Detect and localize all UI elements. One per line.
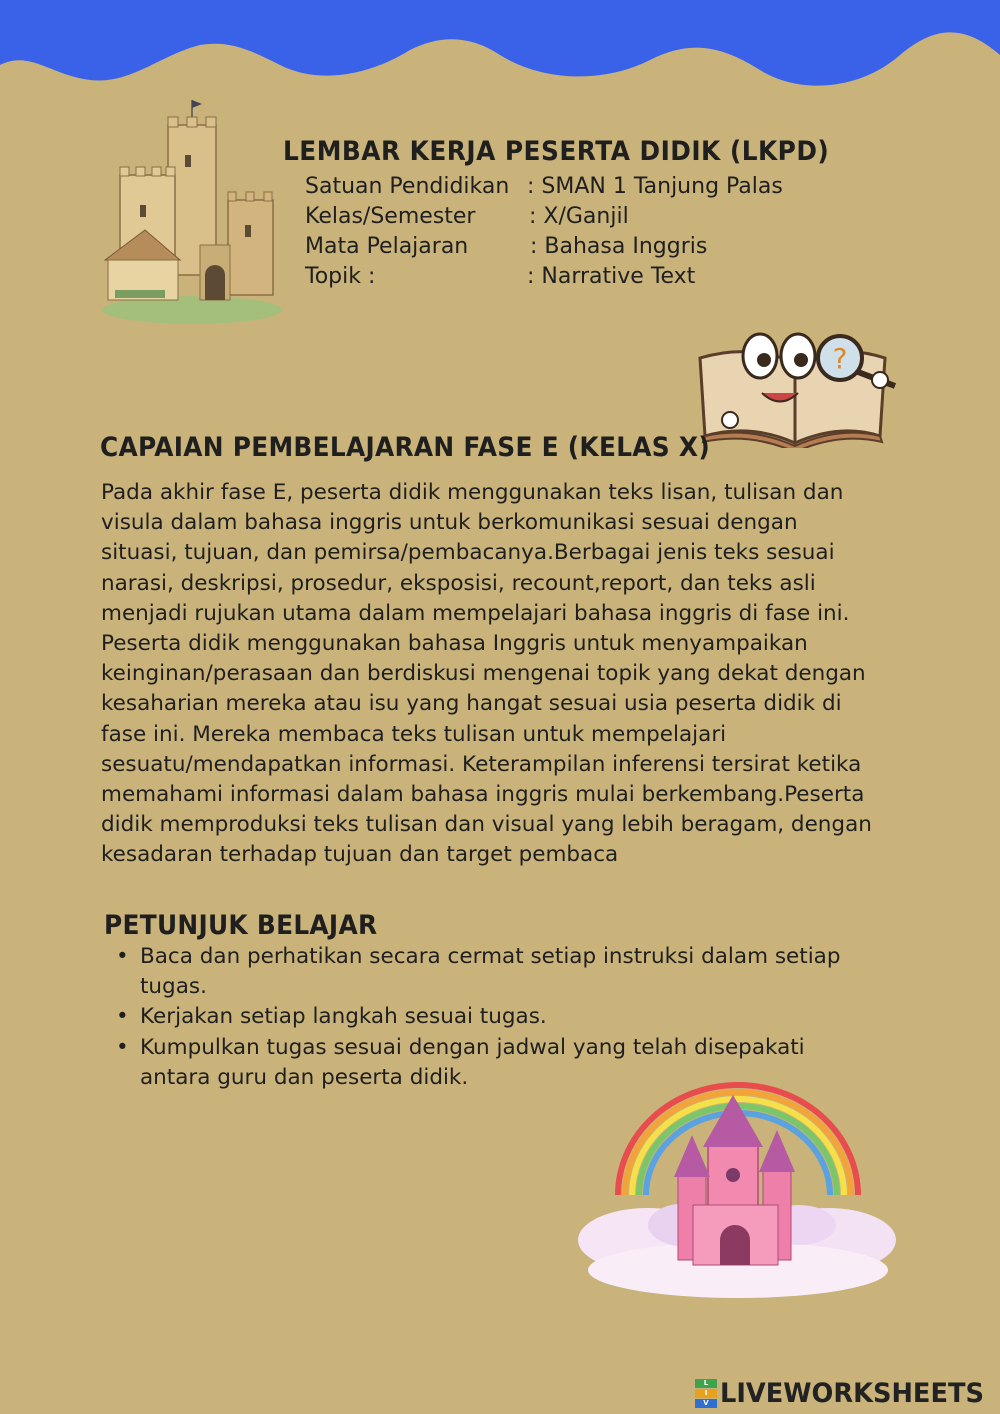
identity-label: Kelas/Semester [305,204,476,229]
identity-value: : X/Ganjil [529,204,629,229]
paragraph-line: sesuatu/mendapatkan informasi. Keterampilan inferensi tersirat ketika [101,751,862,777]
identity-label: Mata Pelajaran [305,234,469,259]
paragraph-line: visula dalam bahasa inggris untuk berkomunikasi sesuai dengan [101,510,798,536]
paragraph-line: situasi, tujuan, dan pemirsa/pembacanya.Berbagai jenis teks sesuai [101,540,835,566]
list-item-line: tugas. [140,974,207,1000]
svg-text:?: ? [832,342,848,375]
paragraph-line: memahami informasi dalam bahasa inggris mulai berkembang.Peserta [101,781,865,807]
list-item-line: antara guru dan peserta didik. [140,1064,469,1090]
list-item [112,942,902,1002]
paragraph-line: didik memproduksi teks tulisan dan visual yang lebih beragam, dengan [101,812,872,838]
paragraph-line: fase ini. Mereka membaca teks tulisan untuk mempelajari [101,721,727,747]
paragraph-line: Peserta didik menggunakan bahasa Inggris untuk menyampaikan [101,630,808,656]
brand-name: LIVEWORKSHEETS [720,1378,984,1409]
liveworksheets-brand[interactable] [695,1378,998,1409]
bullet: • [116,1004,129,1030]
logo-letter: I [695,1389,717,1398]
identity-value: : SMAN 1 Tanjung Palas [527,174,783,199]
list-item-line: Kerjakan setiap langkah sesuai tugas. [140,1004,547,1030]
logo-letter: L [695,1379,717,1388]
paragraph-line: Pada akhir fase E, peserta didik menggunakan teks lisan, tulisan dan [101,480,844,505]
paragraph-line: kesadaran terhadap tujuan dan target pembaca [101,842,619,868]
pink-castle-rainbow-illustration [578,1075,898,1300]
book-magnifier-illustration [690,318,905,448]
petunjuk-list [112,942,902,1093]
bullet: • [116,1034,129,1060]
identity-value: : Bahasa Inggris [530,234,708,259]
paragraph-line: menjadi rujukan utama dalam mempelajari bahasa inggris di fase ini. [101,600,850,626]
capaian-heading: CAPAIAN PEMBELAJARAN FASE E (KELAS X) [100,432,710,463]
paragraph-line: narasi, deskripsi, prosedur, eksposisi, recount,report, dan teks asli [101,570,816,596]
logo-letter: V [695,1399,717,1408]
petunjuk-heading: PETUNJUK BELAJAR [104,910,378,941]
identity-label: Satuan Pendidikan [305,174,510,199]
liveworksheets-logo-icon [695,1379,717,1409]
list-item [112,1002,902,1032]
paragraph-line: keinginan/perasaan dan berdiskusi mengenai topik yang dekat dengan [101,661,866,687]
list-item-line: Kumpulkan tugas sesuai dengan jadwal yang telah disepakati [140,1034,805,1060]
top-wave-decoration [0,0,1000,110]
identity-label: Topik : [305,264,376,289]
identity-value: : Narrative Text [527,264,696,289]
paragraph-line: kesaharian mereka atau isu yang hangat sesuai usia peserta didik di [101,691,842,717]
list-item-line: Baca dan perhatikan secara cermat setiap instruksi dalam setiap [140,944,841,969]
castle-illustration [100,95,285,330]
list-item [112,1033,902,1093]
worksheet-title: LEMBAR KERJA PESERTA DIDIK (LKPD) [283,136,830,167]
capaian-paragraph [101,478,911,870]
bullet: • [116,944,129,969]
